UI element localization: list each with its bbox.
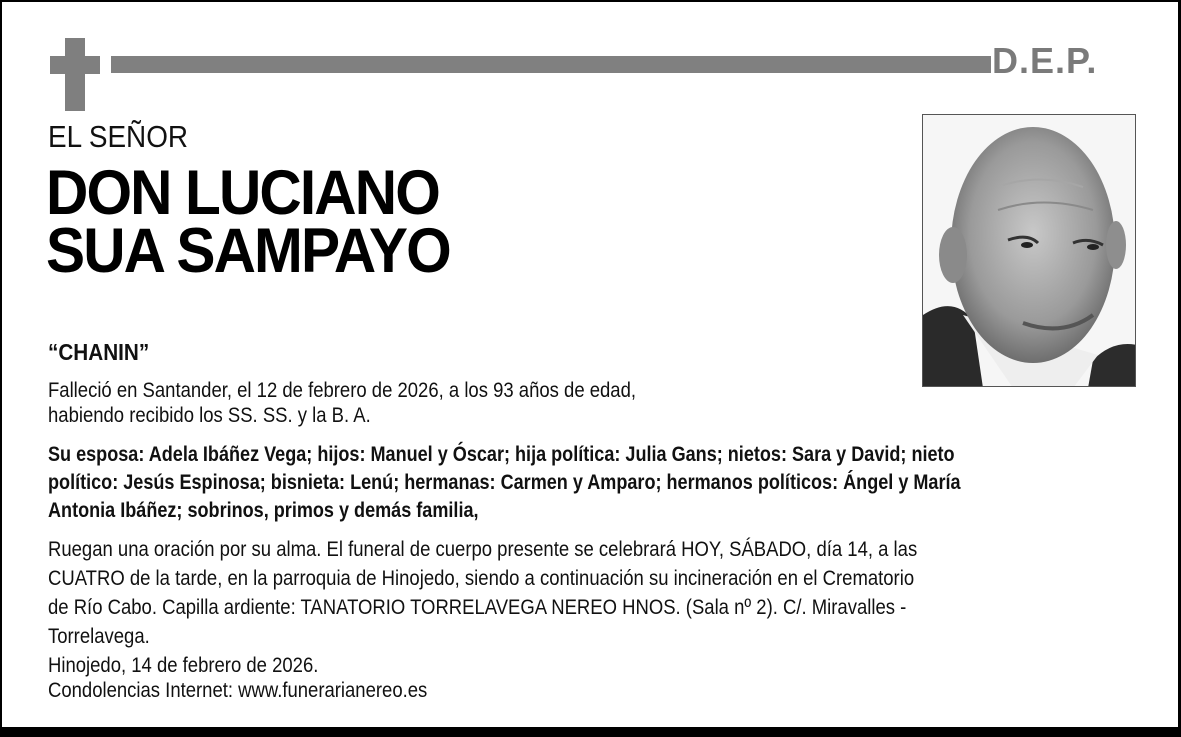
header-rule — [111, 56, 991, 73]
death-line-2: habiendo recibido los SS. SS. y la B. A. — [48, 403, 371, 427]
portrait-image — [923, 115, 1136, 387]
name-line-2: SUA SAMPAYO — [46, 216, 450, 286]
closing-info — [48, 653, 822, 703]
deceased-name — [46, 158, 450, 286]
obituary-notice — [2, 2, 1178, 727]
family-line-3: Antonia Ibáñez; sobrinos, primos y demás familia, — [48, 498, 479, 522]
family-line-2: político: Jesús Espinosa; bisnieta: Lenú; hermanas: Carmen y Amparo; hermanos políticos: Ángel y María — [48, 470, 961, 494]
dep-label: D.E.P. — [992, 40, 1098, 81]
pre-title: EL SEÑOR — [48, 119, 189, 154]
portrait-photo — [922, 114, 1136, 387]
funeral-line-2: CUATRO de la tarde, en la parroquia de Hinojedo, siendo a continuación su incineración en el Crematorio — [48, 566, 915, 590]
name-line-1: DON LUCIANO — [46, 158, 439, 228]
death-info — [48, 378, 822, 428]
family-list — [48, 440, 1106, 524]
condolences-link[interactable]: Condolencias Internet: www.funerarianereo.es — [48, 678, 428, 702]
nickname: “CHANIN” — [48, 339, 150, 365]
funeral-line-4: Torrelavega. — [48, 624, 150, 648]
family-line-1: Su esposa: Adela Ibáñez Vega; hijos: Manuel y Óscar; hija política: Julia Gans; nietos: Sara y David; nieto — [48, 442, 955, 466]
cross-icon-arm — [50, 56, 100, 74]
death-line-1: Falleció en Santander, el 12 de febrero de 2026, a los 93 años de edad, — [48, 378, 637, 402]
funeral-line-1: Ruegan una oración por su alma. El funeral de cuerpo presente se celebrará HOY, SÁBADO, día 14, a las — [48, 537, 918, 561]
funeral-info — [48, 535, 1097, 651]
cross-icon — [65, 38, 85, 111]
place-date: Hinojedo, 14 de febrero de 2026. — [48, 653, 319, 677]
funeral-line-3: de Río Cabo. Capilla ardiente: TANATORIO TORRELAVEGA NEREO HNOS. (Sala nº 2). C/. Miravalles - — [48, 595, 907, 619]
